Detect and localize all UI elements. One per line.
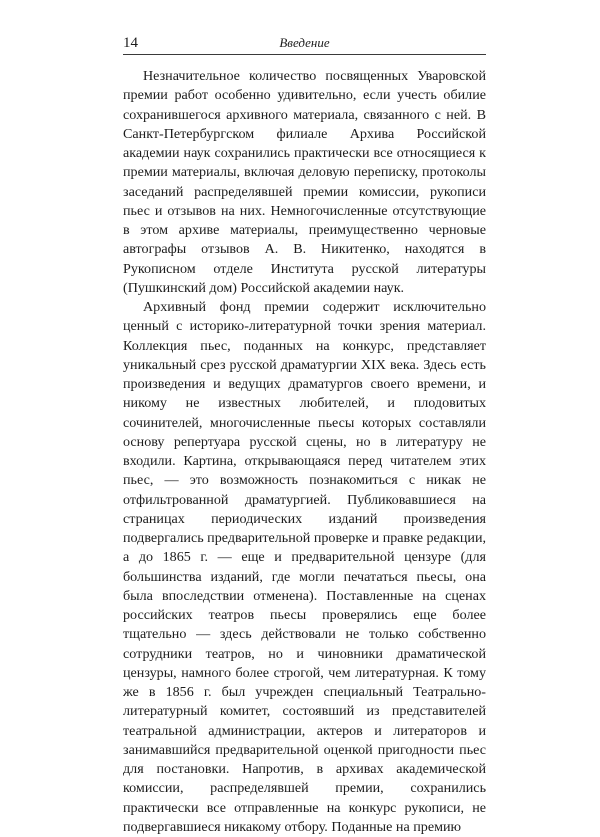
page-number: 14 bbox=[123, 35, 138, 51]
header-rule bbox=[123, 54, 486, 55]
running-head-title: Введение bbox=[279, 35, 330, 50]
body-text bbox=[123, 67, 486, 837]
paragraph-2: Архивный фонд премии содержит исключительно ценный с историко-литературной точки зрения материал. Коллекция пьес, поданных на конкурс, представляет уникальный срез русской драматургии XIX века. Здесь есть произведения и ведущих драматургов своего времени, и никому не известных любителей, и плодовитых сочинителей, многочисленные пьесы которых составляли основу репертуара русской сцены, но в литературу не входили. Картина, открывающаяся перед читателем этих пьес, — это возможность познакомиться с никак не отфильтрованной драматургией. Публиковавшиеся на страницах периодических изданий произведения подвергались предварительной проверке и правке редакции, а до 1865 г. — еще и предварительной цензуре (для большинства изданий, где могли печататься пьесы, она была впоследствии отменена). Поставленные на сценах российских театров пьесы проверялись еще более тщательно — здесь действовали не только собственно сотрудники театров, но и чиновники драматической цензуры, намного более строгой, чем литературная. К тому же в 1856 г. был учрежден специальный Театрально-литературный комитет, состоявший из представителей театральной администрации, актеров и литераторов и занимавшийся предварительной оценкой пригодности пьес для постановки. Напротив, в архивах академической комиссии, распределявшей премии, сохранились практически все отправленные на конкурс рукописи, не подвергавшиеся никакому отбору. Поданные на премию bbox=[123, 299, 487, 835]
page-header bbox=[123, 34, 486, 56]
paragraph-1: Незначительное количество посвященных Уваровской премии работ особенно удивительно, если учесть обилие сохранившегося архивного материала, связанного с ней. В Санкт-Петербургском филиале Архива Российской академии наук сохранились практически все относящиеся к премии материалы, включая деловую переписку, протоколы заседаний распределявшей премии комиссии, рукописи пьес и отзывов на них. Немногочисленные отсутствующие в этом архиве материалы, преимущественно черновые автографы отзывов А. В. Никитенко, находятся в Рукописном отделе Института русской литературы (Пушкинский дом) Российской академии наук. bbox=[123, 68, 486, 296]
